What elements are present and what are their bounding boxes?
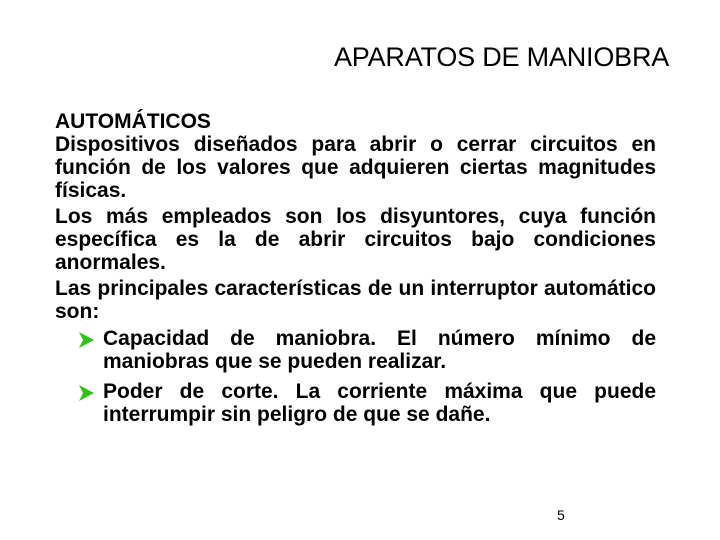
section-heading: AUTOMÁTICOS [55,110,211,133]
paragraph-disyuntores: Los más empleados son los disyuntores, cuya función específica es la de abrir circuitos bajo condiciones anormales. [55,205,656,274]
arrow-bullet-icon [77,331,95,349]
bullet-text-capacidad: Capacidad de maniobra. El número mínimo de maniobras que se pueden realizar. [103,327,656,373]
paragraph-definition: Dispositivos diseñados para abrir o cerrar circuitos en función de los valores que adquieren ciertas magnitudes físicas. [55,133,656,202]
list-item [55,380,656,426]
arrow-bullet-icon [77,384,95,402]
content-body [55,110,656,433]
characteristics-list [55,327,656,426]
page-number: 5 [557,507,565,523]
list-item [55,327,656,373]
bullet-text-poder-de-corte: Poder de corte. La corriente máxima que puede interrumpir sin peligro de que se dañe. [103,380,656,426]
slide-title: APARATOS DE MANIOBRA [334,42,670,72]
paragraph-characteristics-intro: Las principales características de un interruptor automático son: [55,277,656,323]
